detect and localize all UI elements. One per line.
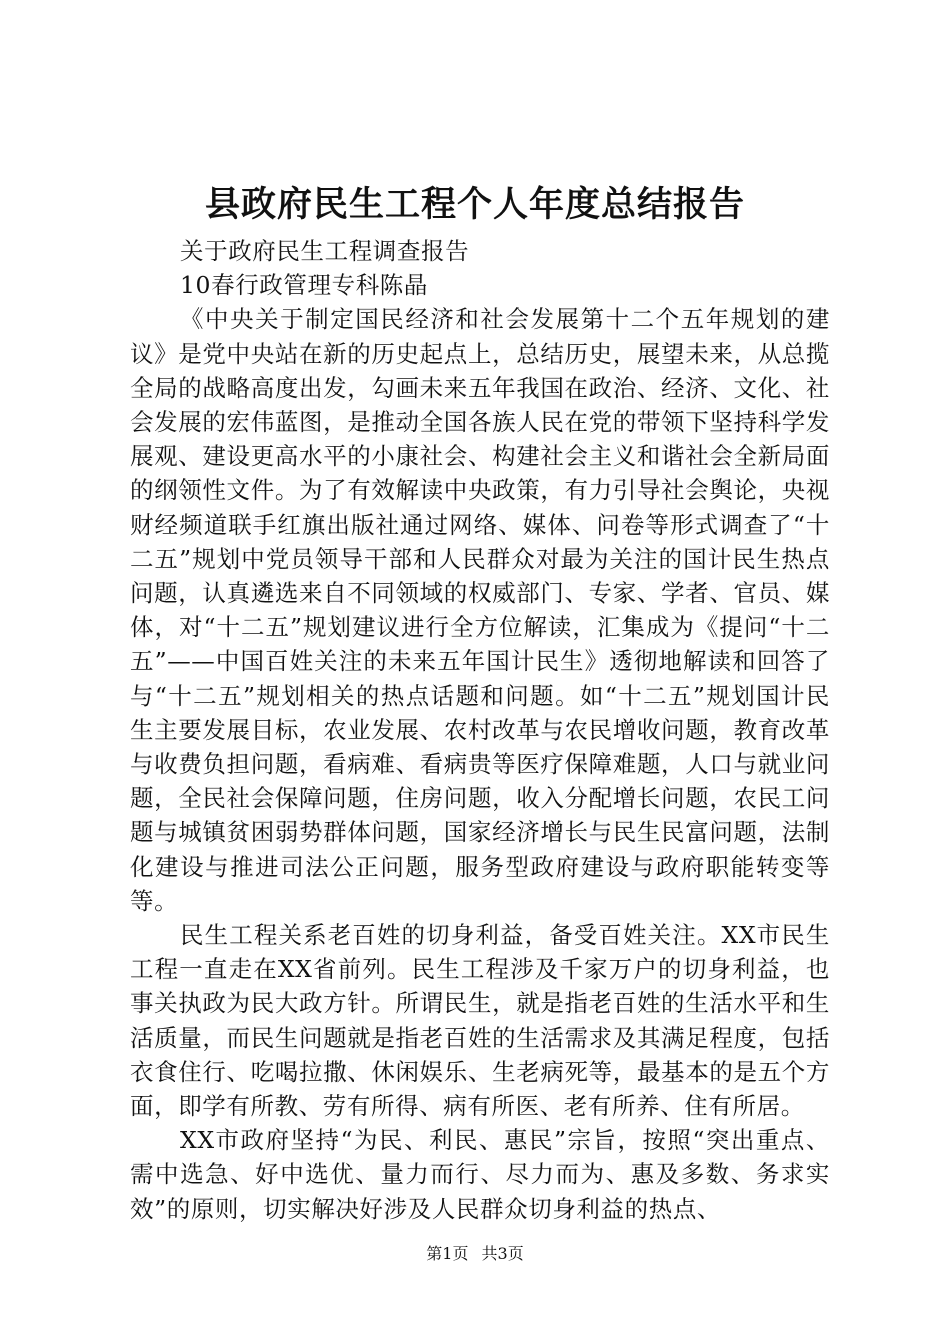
paragraph-1: 《中央关于制定国民经济和社会发展第十二个五年规划的建议》是党中央站在新的历史起点上，总结历史，展望未来，从总揽全局的战略高度出发，勾画未来五年我国在政治、经济、文化、社会发展的宏伟蓝图，是推动全国各族人民在党的带领下坚持科学发展观、建设更高水平的小康社会、构建社会主义和谐社会全新局面的纲领性文件。为了有效解读中央政策，有力引导社会舆论，央视财经频道联手红旗出版社通过网络、媒体、问卷等形式调查了“十二五”规划中党员领导干部和人民群众对最为关注的国计民生热点问题，认真遴选来自不同领域的权威部门、专家、学者、官员、媒体，对“十二五”规划建议进行全方位解读，汇集成为《提问“十二五”——中国百姓关注的未来五年国计民生》透彻地解读和回答了与“十二五”规划相关的热点话题和问题。如“十二五”规划国计民生主要发展目标，农业发展、农村改革与农民增收问题，教育改革与收费负担问题，看病难、看病贵等医疗保障难题，人口与就业问题，全民社会保障问题，住房问题，收入分配增长问题，农民工问题与城镇贫困弱势群体问题，国家经济增长与民生民富问题，法制化建设与推进司法公正问题，服务型政府建设与政府职能转变等等。 — [130, 305, 830, 915]
page-footer — [0, 1242, 950, 1266]
page-total: 共3页 — [481, 1244, 524, 1263]
page-number: 第1页 — [426, 1244, 469, 1263]
paragraph-2: 民生工程关系老百姓的切身利益，备受百姓关注。XX市民生工程一直走在XX省前列。民生工程涉及千家万户的切身利益，也事关执政为民大政方针。所谓民生，就是指老百姓的生活水平和生活质量，而民生问题就是指老百姓的生活需求及其满足程度，包括衣食住行、吃喝拉撒、休闲娱乐、生老病死等，最基本的是五个方面，即学有所教、劳有所得、病有所医、老有所养、住有所居。 — [130, 921, 830, 1121]
document-body — [130, 234, 830, 1226]
author-line: 10春行政管理专科陈晶 — [180, 271, 429, 300]
paragraph-3: XX市政府坚持“为民、利民、惠民”宗旨，按照“突出重点、需中选急、好中选优、量力而行、尽力而为、惠及多数、务求实效”的原则，切实解决好涉及人民群众切身利益的热点、 — [130, 1126, 830, 1223]
document-title: 县政府民生工程个人年度总结报告 — [204, 184, 745, 225]
subtitle-line: 关于政府民生工程调查报告 — [180, 237, 470, 265]
